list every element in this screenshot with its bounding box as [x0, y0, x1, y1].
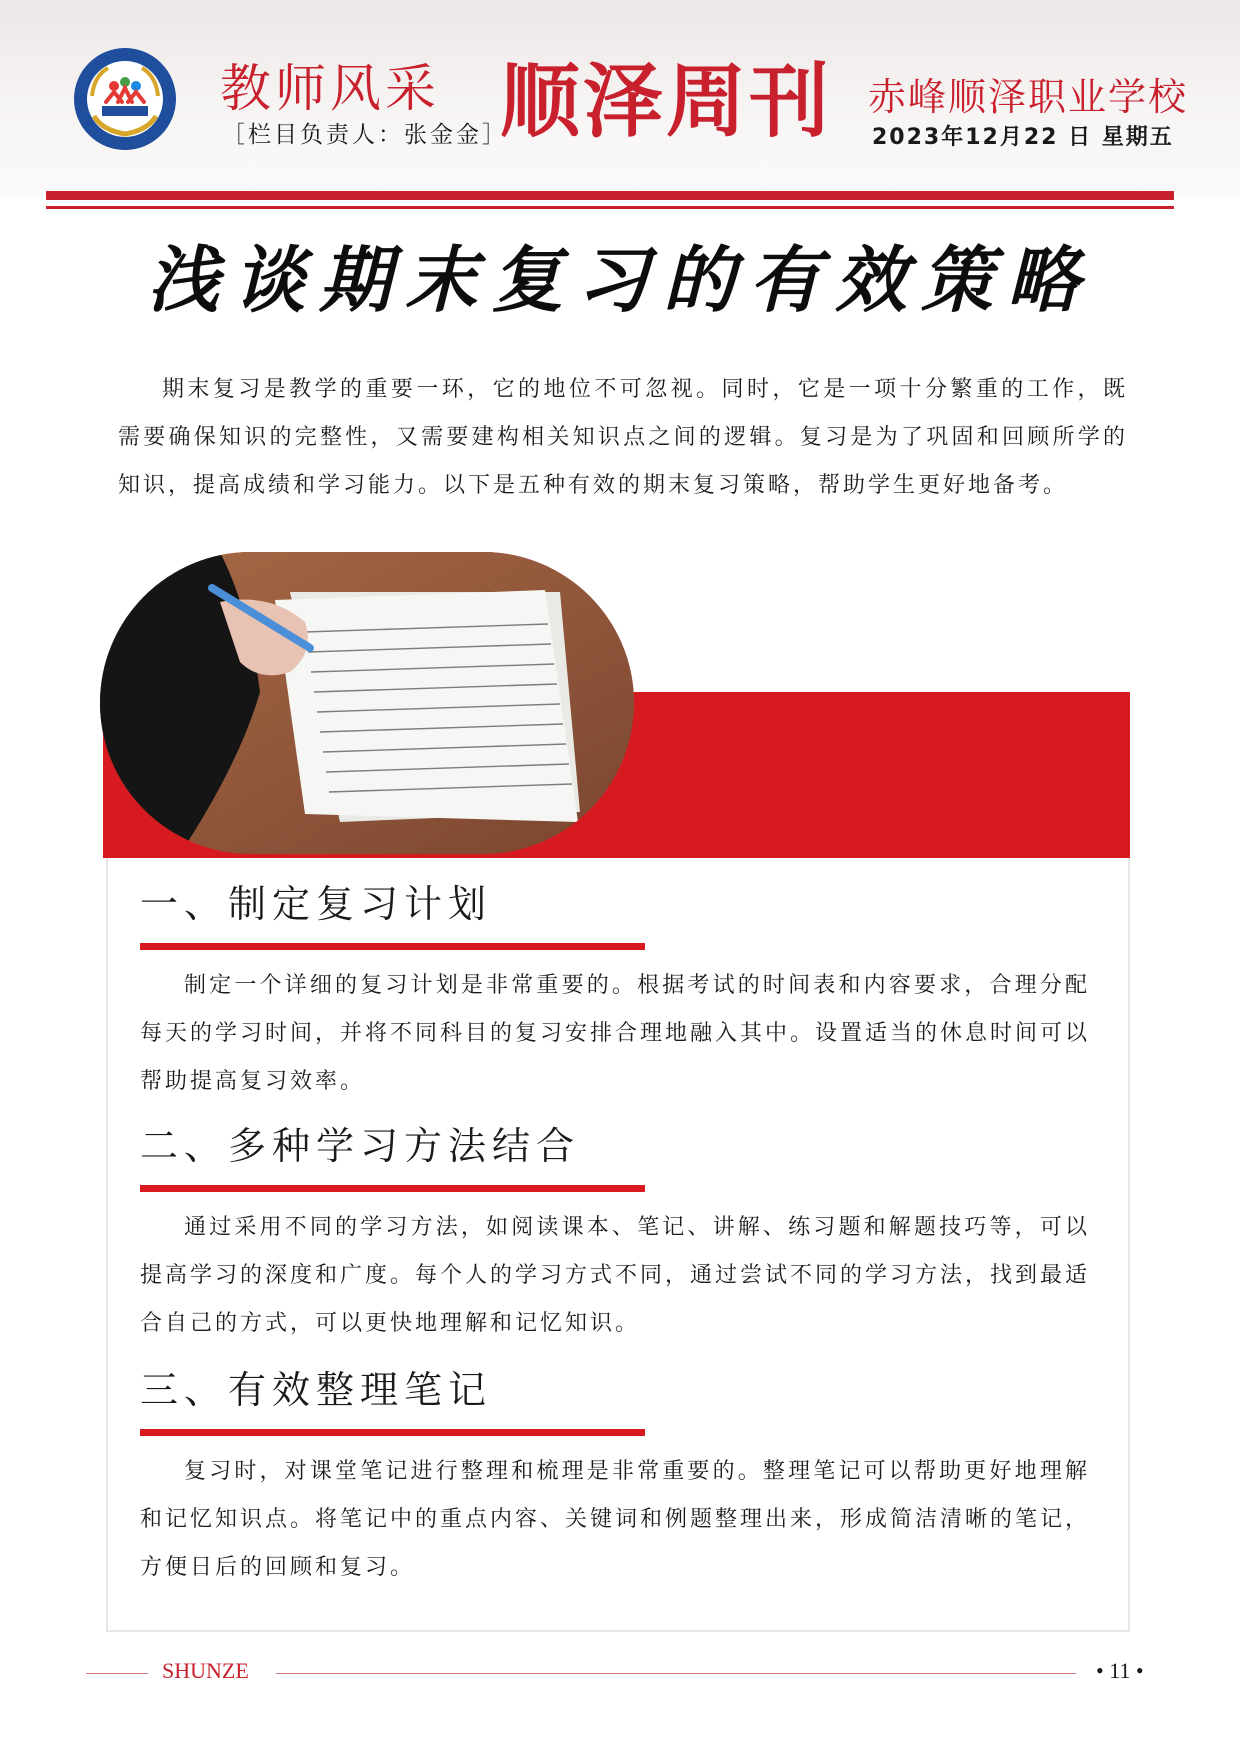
header-rule-thick — [46, 191, 1174, 200]
footer-rule-left — [86, 1673, 148, 1674]
footer-rule-right — [276, 1673, 1076, 1674]
section-heading: 一、制定复习计划 — [140, 882, 493, 926]
publication-title: 顺泽周刊 — [500, 55, 832, 148]
section-body: 制定一个详细的复习计划是非常重要的。根据考试的时间表和内容要求，合理分配每天的学习时间，并将不同科目的复习安排合理地融入其中。设置适当的休息时间可以帮助提高复习效率。 — [140, 973, 1091, 1094]
header-rule-thin — [46, 206, 1174, 209]
section-underline — [140, 943, 645, 950]
school-name: 赤峰顺泽职业学校 — [868, 75, 1189, 119]
page-number: • 11 • — [1096, 1658, 1144, 1683]
issue-date: 2023年12月22 日 星期五 — [872, 125, 1174, 150]
column-editor: ［栏目负责人：张金金］ — [222, 122, 508, 148]
article-title: 浅谈期末复习的有效策略 — [146, 237, 1093, 322]
section-heading: 三、有效整理笔记 — [140, 1368, 493, 1412]
section-heading: 二、多种学习方法结合 — [140, 1124, 581, 1168]
section-underline — [140, 1429, 645, 1436]
section-notes — [140, 1368, 1100, 1592]
student-writing-photo — [100, 552, 634, 854]
section-methods — [140, 1124, 1100, 1348]
section-plan — [140, 882, 1100, 1106]
column-name: 教师风采 — [220, 60, 441, 119]
section-body: 复习时，对课堂笔记进行整理和梳理是非常重要的。整理笔记可以帮助更好地理解和记忆知识点。将笔记中的重点内容、关键词和例题整理出来，形成简洁清晰的笔记，方便日后的回顾和复习。 — [140, 1459, 1091, 1580]
section-body: 通过采用不同的学习方法，如阅读课本、笔记、讲解、练习题和解题技巧等，可以提高学习的深度和广度。每个人的学习方式不同，通过尝试不同的学习方法，找到最适合自己的方式，可以更快地理解和记忆知识。 — [140, 1215, 1091, 1336]
article-intro: 期末复习是教学的重要一环，它的地位不可忽视。同时，它是一项十分繁重的工作，既需要确保知识的完整性，又需要建构相关知识点之间的逻辑。复习是为了巩固和回顾所学的知识，提高成绩和学习能力。以下是五种有效的期末复习策略，帮助学生更好地备考。 — [118, 377, 1128, 498]
photo-frame — [100, 552, 634, 854]
masthead — [0, 0, 1240, 196]
footer-brand: SHUNZE — [162, 1658, 249, 1683]
school-emblem-icon — [72, 46, 178, 152]
section-underline — [140, 1185, 645, 1192]
